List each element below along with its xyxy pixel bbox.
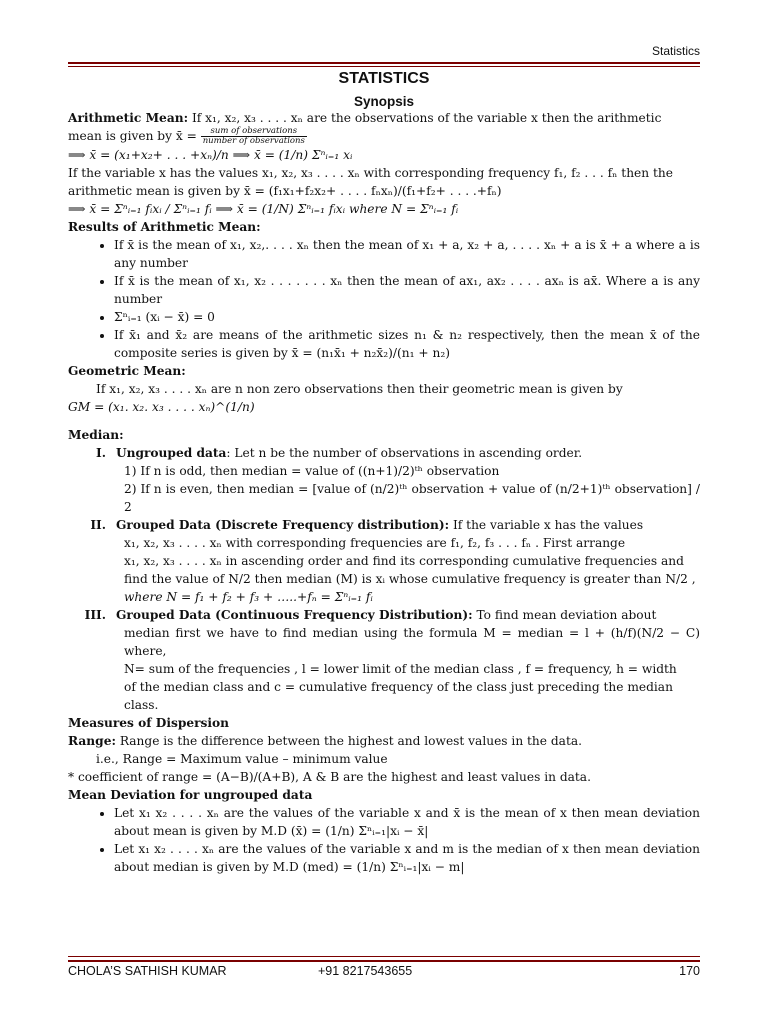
median-II-5: where N = f₁ + f₂ + f₃ + …..+fₙ = Σⁿᵢ₌₁ fᵢ bbox=[124, 590, 373, 604]
median-III-3: N= sum of the frequencies , l = lower limit of the median class , f = frequency, h = width bbox=[124, 662, 677, 676]
median-I-1: 1) If n is odd, then median = value of ((n+1)/2)ᵗʰ observation bbox=[124, 464, 500, 478]
am-para-2 bbox=[68, 127, 700, 146]
header-rule-thin bbox=[68, 66, 700, 67]
median-II-4: find the value of N/2 then median (M) is xᵢ whose cumulative frequency is greater than N/2 , bbox=[124, 572, 696, 586]
median-III-heading: Grouped Data (Continuous Frequency Distribution): bbox=[116, 608, 473, 622]
am-line-1: If x₁, x₂, x₃ . . . . xₙ are the observations of the variable x then the arithmetic bbox=[191, 111, 662, 125]
am-line-4: If the variable x has the values x₁, x₂, x₃ . . . . xₙ with corresponding frequency f₁, f₂ . . . fₙ then the bbox=[68, 166, 673, 180]
median-I-text: : Let n be the number of observations in ascending order. bbox=[226, 446, 583, 460]
footer-rule bbox=[68, 960, 700, 962]
am-line-2: mean is given by x̄ = bbox=[68, 129, 197, 143]
result-item-3: • Σⁿᵢ₌₁ (xᵢ − x̄) = 0 bbox=[114, 308, 700, 326]
median-II-3: x₁, x₂, x₃ . . . . xₙ in ascending order and find its corresponding cumulative frequencies and bbox=[124, 554, 684, 568]
result-item-2: • If x̄ is the mean of x₁, x₂ . . . . . . . xₙ then the mean of ax₁, ax₂ . . . . axₙ is ax̄. Where a is any number bbox=[114, 272, 700, 308]
footer-page-number: 170 bbox=[679, 964, 700, 978]
median-III-text-1: To find mean deviation about bbox=[472, 608, 657, 622]
median-I bbox=[68, 444, 700, 462]
footer-phone: +91 8217543655 bbox=[318, 964, 413, 978]
footer-author: CHOLA’S SATHISH KUMAR bbox=[68, 964, 227, 978]
am-formula-1: ⟹ x̄ = (x₁+x₂+ . . . +xₙ)/n ⟹ x̄ = (1/n) Σⁿᵢ₌₁ xᵢ bbox=[68, 148, 353, 162]
running-header: Statistics bbox=[651, 44, 700, 58]
median-II-label: II. bbox=[90, 518, 106, 532]
am-para-1 bbox=[68, 109, 700, 127]
md-item-2: • Let x₁ x₂ . . . . xₙ are the values of the variable x and m is the median of x then mean deviation about median is given by M.D (med) = (1/n) Σⁿᵢ₌₁|xᵢ − m| bbox=[114, 840, 700, 876]
gm-line-1: If x₁, x₂, x₃ . . . . xₙ are n non zero observations then their geometric mean is given by bbox=[96, 382, 623, 396]
header-rule bbox=[68, 62, 700, 64]
md-item-1: • Let x₁ x₂ . . . . xₙ are the values of the variable x and x̄ is the mean of x then mean deviation about mean is given by M.D (x̄) = (1/n) Σⁿᵢ₌₁|xᵢ − x̄| bbox=[114, 804, 700, 840]
am-fraction bbox=[201, 127, 307, 146]
median-II-text-1: If the variable x has the values bbox=[449, 518, 644, 532]
median-II bbox=[68, 516, 700, 534]
dispersion-heading: Measures of Dispersion bbox=[68, 716, 229, 730]
am-frac-num: sum of observations bbox=[201, 127, 307, 137]
median-I-label: I. bbox=[96, 446, 106, 460]
median-III-5: class. bbox=[124, 698, 159, 712]
am-line-5: arithmetic mean is given by x̄ = (f₁x₁+f₂x₂+ . . . . fₙxₙ)/(f₁+f₂+ . . . .+fₙ) bbox=[68, 184, 502, 198]
am-frac-den: number of observations bbox=[202, 136, 305, 146]
result-item-4: • If x̄₁ and x̄₂ are means of the arithmetic sizes n₁ & n₂ respectively, then the mean x̄ of the composite series is given by x̄ = (n₁x̄₁ + n₂x̄₂)/(n₁ + n₂) bbox=[114, 326, 700, 362]
median-III-2: median first we have to find median using the formula M = median = l + (h/f)(N/2 − C) where, bbox=[124, 626, 700, 658]
page-body bbox=[68, 68, 700, 876]
median-II-2: x₁, x₂, x₃ . . . . xₙ with corresponding frequencies are f₁, f₂, f₃ . . . fₙ . First arrange bbox=[124, 536, 626, 550]
range-line-1 bbox=[68, 732, 700, 750]
median-heading: Median: bbox=[68, 428, 124, 442]
median-III-label: III. bbox=[84, 608, 106, 622]
gm-heading: Geometric Mean: bbox=[68, 364, 186, 378]
md-list bbox=[68, 804, 700, 876]
results-list bbox=[68, 236, 700, 362]
page-title: STATISTICS bbox=[338, 70, 430, 87]
median-I-2: 2) If n is even, then median = [value of (n/2)ᵗʰ observation + value of (n/2+1)ᵗʰ observation] / 2 bbox=[124, 482, 700, 514]
md-heading: Mean Deviation for ungrouped data bbox=[68, 788, 313, 802]
results-heading: Results of Arithmetic Mean: bbox=[68, 220, 261, 234]
am-heading: Arithmetic Mean: bbox=[68, 111, 189, 125]
range-line-3: * coefficient of range = (A−B)/(A+B), A & B are the highest and least values in data. bbox=[68, 770, 591, 784]
median-I-heading: Ungrouped data bbox=[116, 446, 227, 460]
page-subtitle: Synopsis bbox=[353, 94, 415, 109]
median-III-4: of the median class and c = cumulative frequency of the class just preceding the median bbox=[124, 680, 673, 694]
range-text-1: Range is the difference between the highest and lowest values in the data. bbox=[115, 734, 582, 748]
footer-rule-thin bbox=[68, 956, 700, 957]
am-formula-2: ⟹ x̄ = Σⁿᵢ₌₁ fᵢxᵢ / Σⁿᵢ₌₁ fᵢ ⟹ x̄ = (1/N) Σⁿᵢ₌₁ fᵢxᵢ where N = Σⁿᵢ₌₁ fᵢ bbox=[68, 202, 459, 216]
median-III bbox=[68, 606, 700, 624]
gm-formula: GM = (x₁. x₂. x₃ . . . . xₙ)^(1/n) bbox=[68, 400, 255, 414]
result-item-1: • If x̄ is the mean of x₁, x₂,. . . . xₙ then the mean of x₁ + a, x₂ + a, . . . . xₙ + a is x̄ + a where a is any number bbox=[114, 236, 700, 272]
range-line-2: i.e., Range = Maximum value – minimum value bbox=[96, 752, 388, 766]
range-heading: Range: bbox=[68, 734, 116, 748]
median-II-heading: Grouped Data (Discrete Frequency distribution): bbox=[116, 518, 450, 532]
